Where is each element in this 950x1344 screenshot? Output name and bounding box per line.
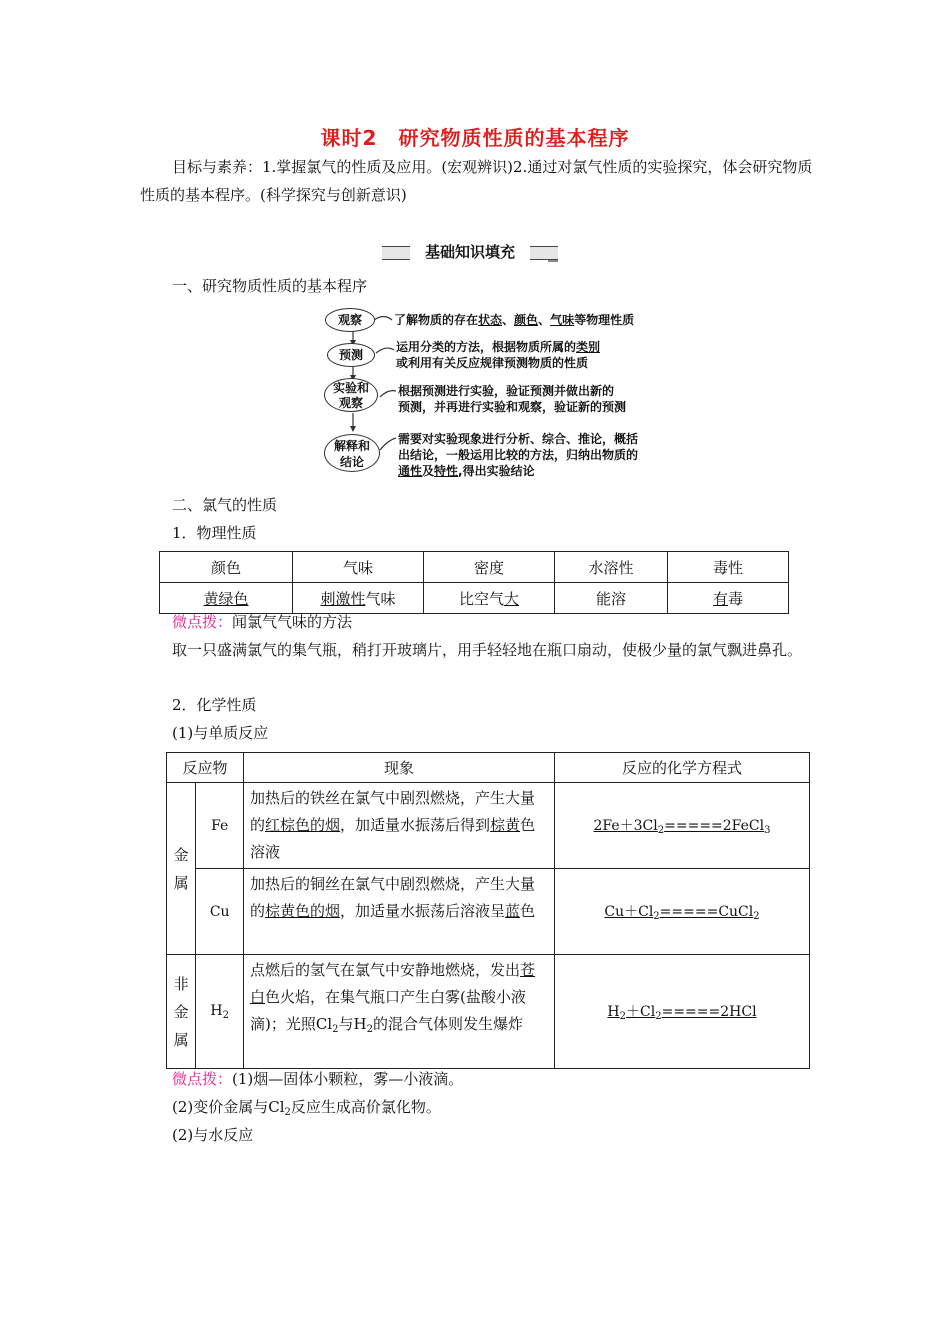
table-row <box>167 869 810 955</box>
tip-2: 微点拨：(1)烟—固体小颗粒，雾—小液滴。 <box>172 1070 464 1088</box>
solubility-cell: 能溶 <box>555 583 668 614</box>
table-row <box>160 583 789 614</box>
reactant-h2: $H_2$ <box>196 955 244 1069</box>
header-cell: 反应的化学方程式 <box>555 753 810 783</box>
flow-text-conclusion: 需要对实验现象进行分析、综合、推论，概括 出结论，一般运用比较的方法，归纳出物质的 通性及特性,得出实验结论 <box>398 432 639 478</box>
node-predict: 预测 <box>327 343 375 367</box>
odor-cell: 刺激性气味 <box>293 583 424 614</box>
header-cell: 现象 <box>244 753 555 783</box>
header-cell: 毒性 <box>668 552 789 583</box>
toxicity-cell: 有毒 <box>668 583 789 614</box>
table-header-row <box>160 552 789 583</box>
tip-1: 微点拨：闻氯气气味的方法 <box>172 613 353 631</box>
tip-label: 微点拨： <box>172 613 233 631</box>
header-cell: 反应物 <box>167 753 244 783</box>
header-cell: 密度 <box>424 552 555 583</box>
chemical-properties-heading: 2．化学性质 <box>172 696 257 714</box>
h2-description: 点燃后的氢气在氯气中安静地燃烧，发出苍白色火焰，在集气瓶口产生白雾(盐酸小液滴)；光照$Cl_2$与$H_2$的混合气体则发生爆炸 <box>244 955 555 1069</box>
color-cell: 黄绿色 <box>160 583 293 614</box>
section-1-heading: 一、研究物质性质的基本程序 <box>172 277 368 295</box>
density-cell: 比空气大 <box>424 583 555 614</box>
h2-equation: $H_2+Cl_2=====2HCl$ <box>555 955 810 1069</box>
metal-label: 金 属 <box>167 783 196 955</box>
reactant-fe: Fe <box>196 783 244 869</box>
reaction-with-water-heading: (2)与水反应 <box>172 1126 254 1144</box>
header-cell: 水溶性 <box>555 552 668 583</box>
flow-text-predict: 运用分类的方法，根据物质所属的类别 或利用有关反应规律预测物质的性质 <box>396 340 601 370</box>
tip-label: 微点拨： <box>172 1070 233 1088</box>
nonmetal-label: 非 金 属 <box>167 955 196 1069</box>
table-header-row <box>167 753 810 783</box>
learning-goals: 目标与素养：1.掌握氯气的性质及应用。(宏观辨识)2.通过对氯气性质的实验探究，体会研究物质性质的基本程序。(科学探究与创新意识) <box>140 158 813 204</box>
fe-equation: $2Fe+3Cl_2=====2FeCl_3$ <box>555 783 810 869</box>
node-conclusion: 解释和 结论 <box>324 434 380 472</box>
flow-text-observe: 了解物质的存在状态、颜色、气味等物理性质 <box>394 313 635 327</box>
tip-2-line-2: (2)变价金属与$Cl_2$反应生成高价氯化物。 <box>172 1098 441 1118</box>
banner-text: 基础知识填充 <box>410 240 530 264</box>
header-cell: 气味 <box>293 552 424 583</box>
node-experiment: 实验和 观察 <box>324 378 378 412</box>
page-title: 课时2 研究物质性质的基本程序 <box>320 126 630 150</box>
header-cell: 颜色 <box>160 552 293 583</box>
cu-description: 加热后的铜丝在氯气中剧烈燃烧，产生大量的棕黄色的烟，加适量水振荡后溶液呈蓝色 <box>244 869 555 955</box>
node-observe: 观察 <box>325 308 375 332</box>
research-procedure-diagram <box>320 305 670 485</box>
reaction-with-elements-heading: (1)与单质反应 <box>172 724 269 742</box>
chemical-reactions-table <box>166 752 810 1069</box>
section-banner <box>382 240 558 264</box>
table-row <box>167 955 810 1069</box>
fe-description: 加热后的铁丝在氯气中剧烈燃烧，产生大量的红棕色的烟，加适量水振荡后得到棕黄色溶液 <box>244 783 555 869</box>
flow-text-experiment: 根据预测进行实验，验证预测并做出新的 预测，并再进行实验和观察，验证新的预测 <box>398 384 627 414</box>
reactant-cu: Cu <box>196 869 244 955</box>
physical-properties-heading: 1．物理性质 <box>172 524 257 542</box>
section-2-heading: 二、氯气的性质 <box>172 496 278 514</box>
tip-1-body: 取一只盛满氯气的集气瓶，稍打开玻璃片，用手轻轻地在瓶口扇动，使极少量的氯气飘进鼻孔。 <box>172 641 803 659</box>
cu-equation: $Cu+Cl_2=====CuCl_2$ <box>555 869 810 955</box>
physical-properties-table <box>159 551 789 614</box>
table-row <box>167 783 810 869</box>
